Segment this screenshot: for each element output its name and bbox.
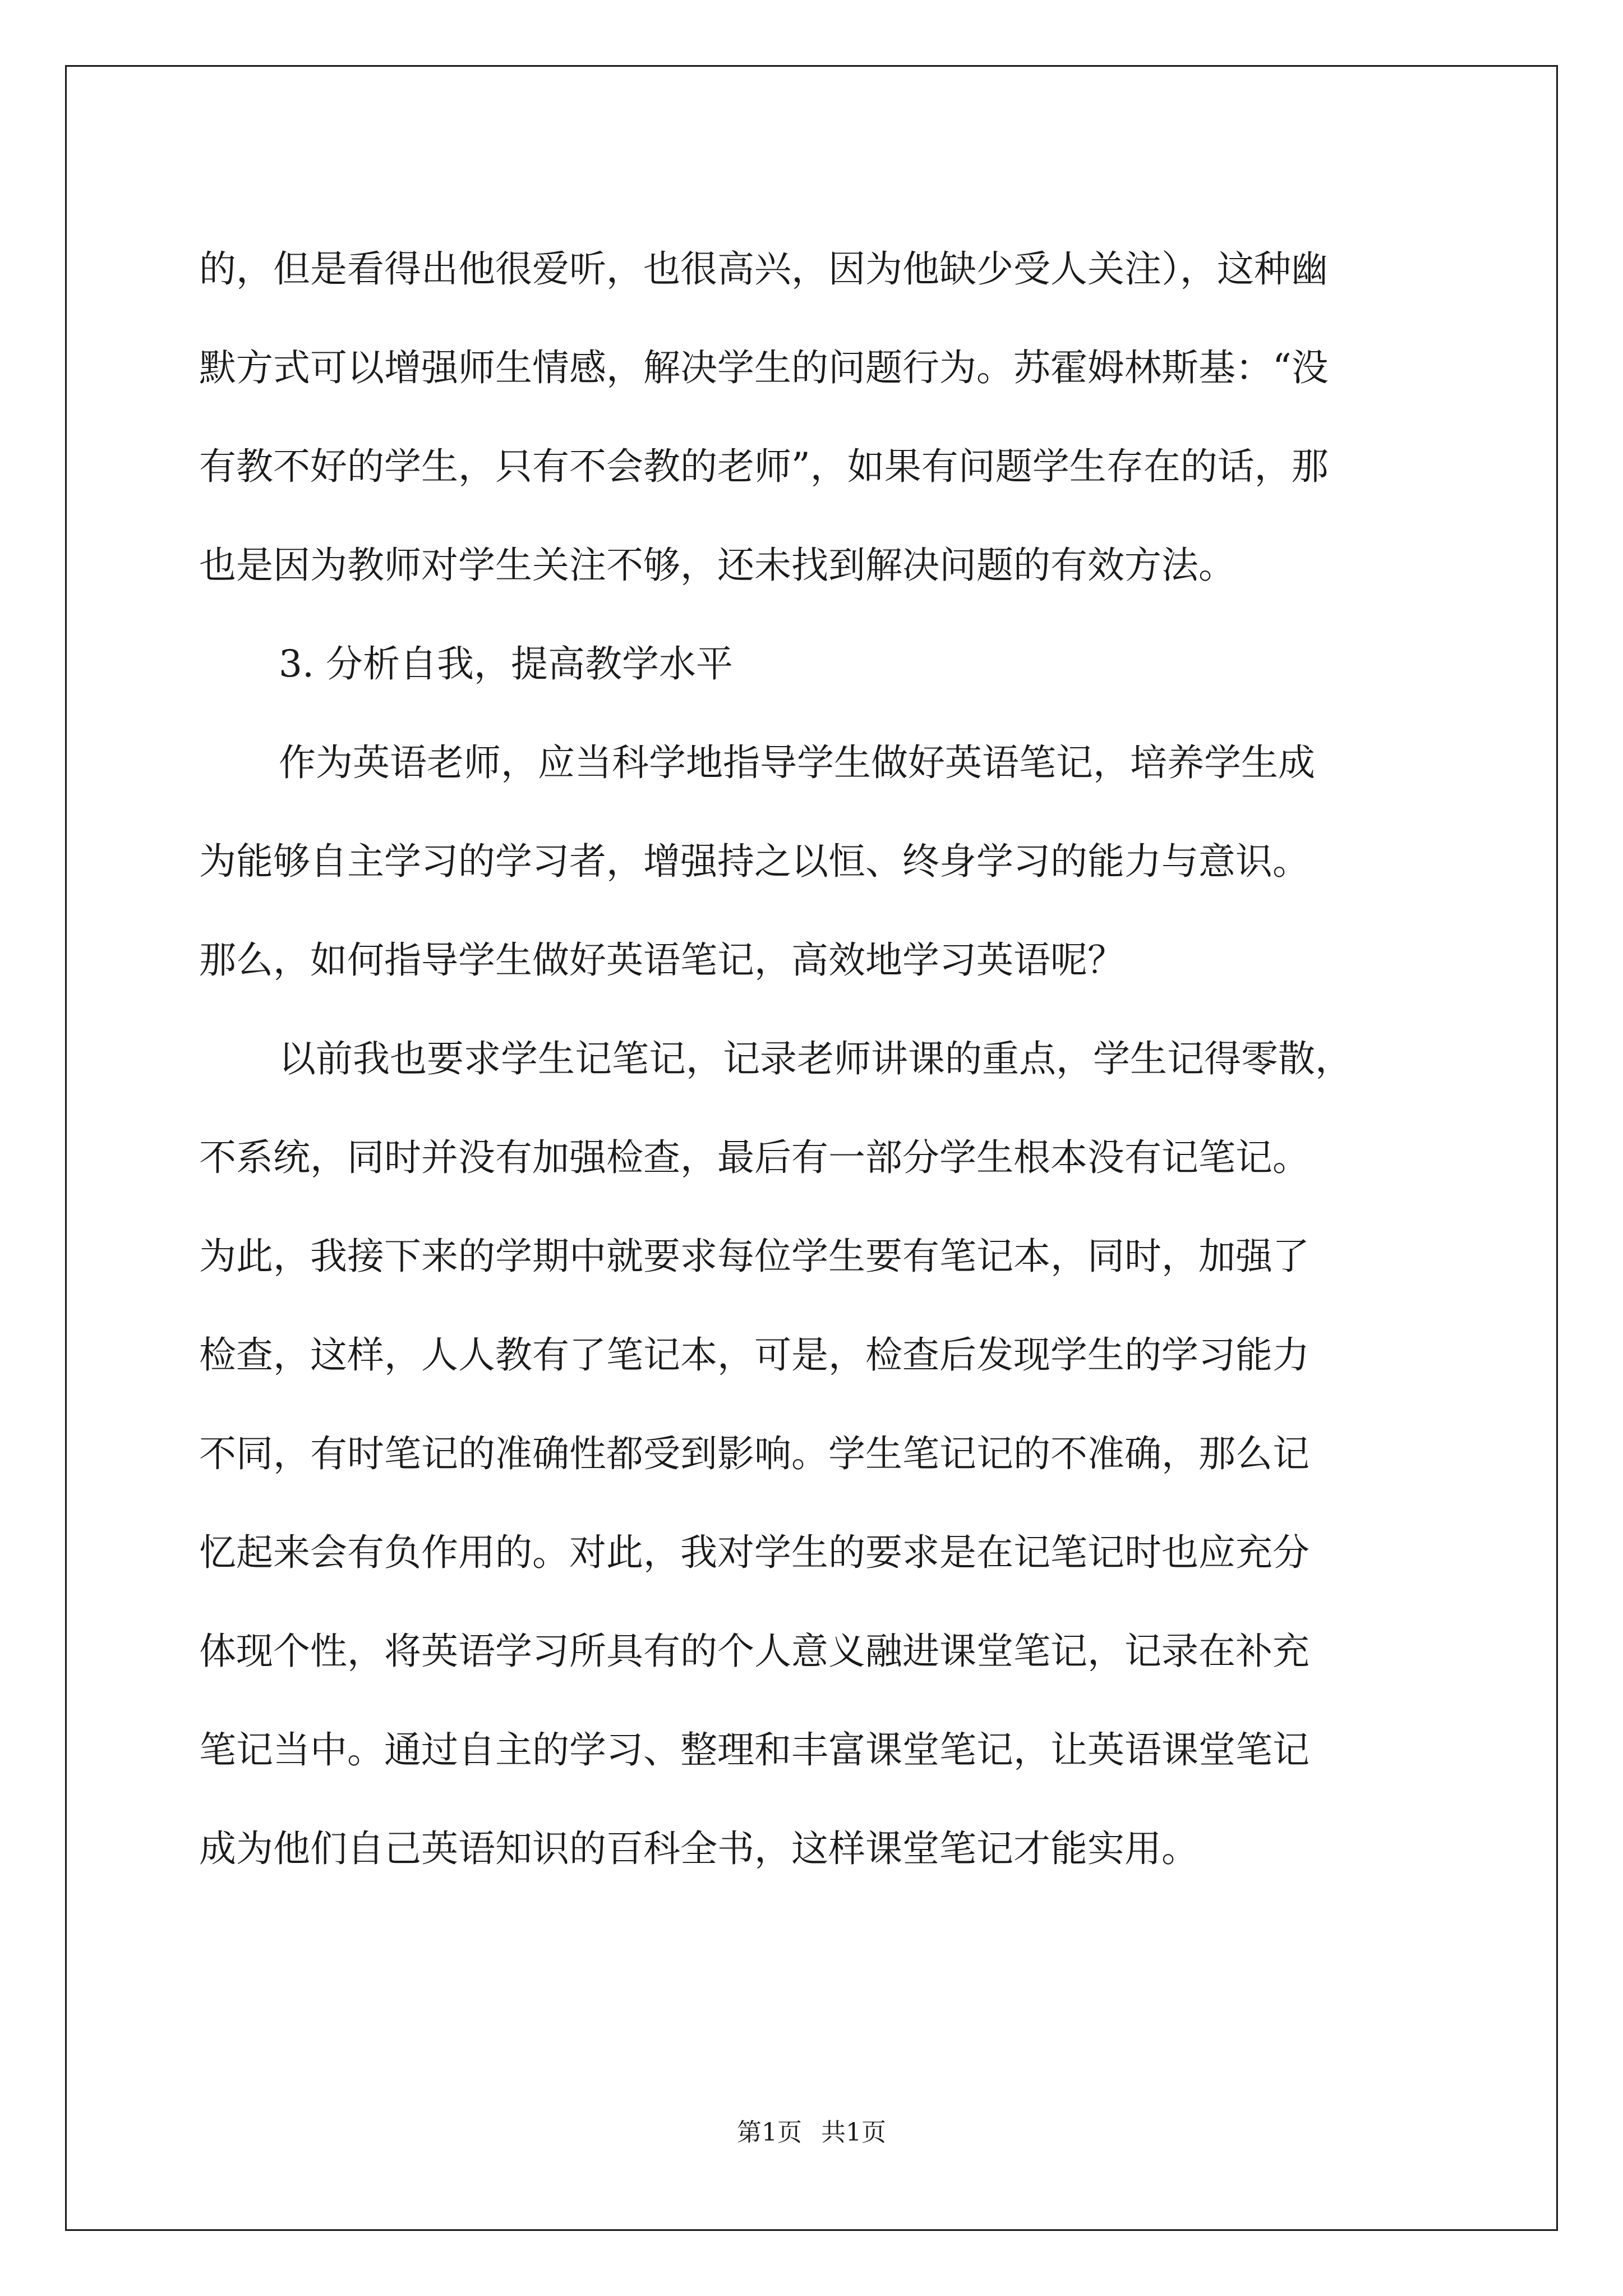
text-line: 作为英语老师，应当科学地指导学生做好英语笔记，培养学生成 xyxy=(279,741,1315,784)
text-line: 成为他们自己英语知识的百科全书，这样课堂笔记才能实用。 xyxy=(199,1827,1198,1870)
paragraph xyxy=(199,1010,1433,1898)
section-heading xyxy=(199,615,1433,714)
text-line: 笔记当中。通过自主的学习、整理和丰富课堂笔记，让英语课堂笔记 xyxy=(199,1728,1310,1772)
text-line: 也是因为教师对学生关注不够，还未找到解决问题的有效方法。 xyxy=(199,544,1235,587)
text-line: 体现个性，将英语学习所具有的个人意义融进课堂笔记，记录在补充 xyxy=(199,1630,1310,1673)
paragraph xyxy=(199,714,1433,1010)
page-number: 第1页 xyxy=(737,2118,802,2147)
page-footer xyxy=(0,2112,1623,2148)
text-line: 3. 分析自我，提高教学水平 xyxy=(279,642,733,685)
text-line: 为此，我接下来的学期中就要求每位学生要有笔记本，同时，加强了 xyxy=(199,1235,1310,1278)
page-total: 共1页 xyxy=(821,2118,886,2147)
text-line: 忆起来会有负作用的。对此，我对学生的要求是在记笔记时也应充分 xyxy=(199,1531,1310,1574)
text-line: 那么，如何指导学生做好英语笔记，高效地学习英语呢？ xyxy=(199,938,1124,982)
paragraph xyxy=(199,220,1433,615)
text-line: 不同，有时笔记的准确性都受到影响。学生笔记记的不准确，那么记 xyxy=(199,1432,1310,1475)
text-line: 不系统，同时并没有加强检查，最后有一部分学生根本没有记笔记。 xyxy=(199,1136,1310,1179)
text-line: 以前我也要求学生记笔记，记录老师讲课的重点，学生记得零散， xyxy=(279,1037,1352,1080)
text-line: 的，但是看得出他很爱听，也很高兴，因为他缺少受人关注），这种幽 xyxy=(199,247,1328,291)
document-body xyxy=(199,220,1433,1898)
text-line: 为能够自主学习的学习者，增强持之以恒、终身学习的能力与意识。 xyxy=(199,840,1310,883)
text-line: 默方式可以增强师生情感，解决学生的问题行为。苏霍姆林斯基：“没 xyxy=(199,346,1329,389)
text-line: 有教不好的学生，只有不会教的老师”，如果有问题学生存在的话，那 xyxy=(199,445,1329,488)
text-line: 检查，这样，人人教有了笔记本，可是，检查后发现学生的学习能力 xyxy=(199,1333,1310,1377)
